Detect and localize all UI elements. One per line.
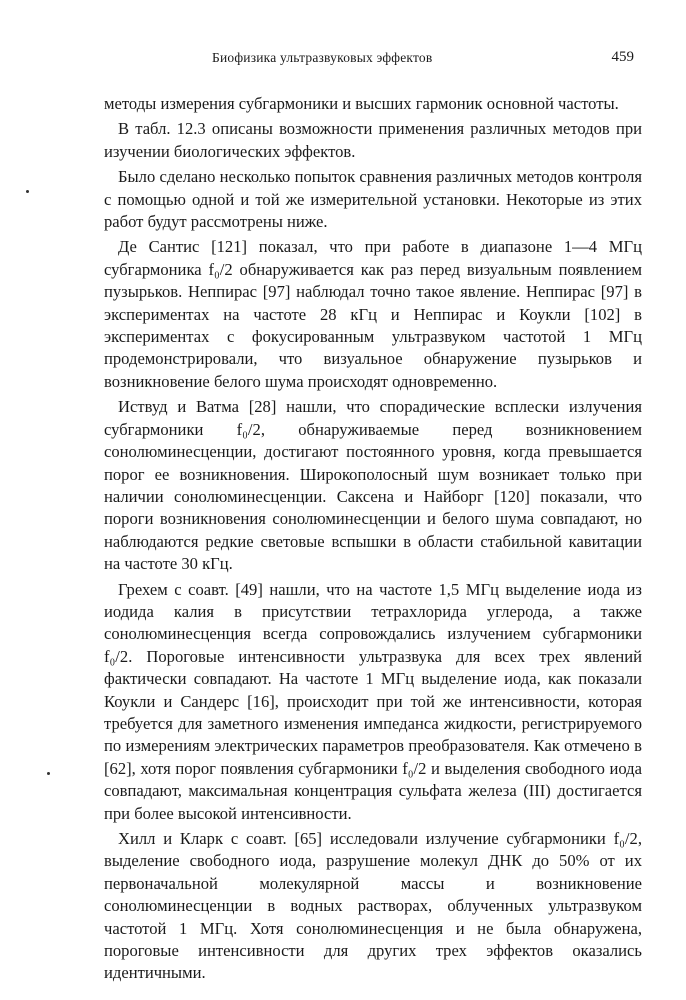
paragraph-1: методы измерения субгармоники и высших гармоник основной частоты.	[104, 94, 619, 113]
paragraph-4: Де Сантис [121] показал, что при работе в диапазоне 1—4 МГц субгармоника f₀/2 обнаруживается как раз перед визуальным появлением пузырьков. Неппирас [97] наблюдал точно такое явление. Неппирас [97] в экспериментах на частоте 28 кГц и Неппирас и Коукли [102] в экспериментах с фокусированным ультразвуком частотой 1 МГц продемонстрировали, что визуальное обнаружение пузырьков и возникновение белого шума происходят одновременно.	[104, 237, 642, 391]
scan-speck	[26, 190, 29, 193]
scan-speck	[47, 772, 50, 775]
page-number: 459	[611, 49, 634, 65]
paragraph-7: Хилл и Кларк с соавт. [65] исследовали излучение субгармоники f₀/2, выделение свободного иода, разрушение молекул ДНК до 50% от их первоначальной молекулярной массы и возникновение сонолюминесценции в водных растворах, облученных ультразвуком частотой 1 МГц. Хотя сонолюминесценция и не была обнаружена, пороговые интенсивности для других трех эффектов оказались идентичными.	[104, 829, 642, 983]
paragraph-6: Грехем с соавт. [49] нашли, что на частоте 1,5 МГц выделение иода из иодида калия в присутствии тетрахлорида углерода, а также сонолюминесценция всегда сопровождались излучением субгармоники f₀/2. Пороговые интенсивности ультразвука для всех трех явлений фактически совпадают. На частоте 1 МГц выделение иода, как показали Коукли и Сандерс [16], происходит при той же интенсивности, которая требуется для заметного изменения импеданса жидкости, регистрируемого по измерениям электрических параметров преобразователя. Как отмечено в [62], хотя порог появления субгармоники f₀/2 и выделения свободного иода совпадают, максимальная концентрация сульфата железа (III) достигается при более высокой интенсивности.	[104, 579, 642, 823]
paragraph-5: Иствуд и Ватма [28] нашли, что спорадические всплески излучения субгармоники f₀/2, обнаруживаемые перед возникновением сонолюминесценции, достигают постоянного уровня, когда превышается порог ее возникновения. Широкополосный шум возникает только при наличии сонолюминесценции. Саксена и Найборг [120] показали, что пороги возникновения сонолюминесценции и белого шума совпадают, но наблюдаются редкие световые вспышки в области стабильной кавитации на частоте 30 кГц.	[104, 397, 642, 574]
main-text	[104, 93, 642, 988]
running-head: Биофизика ультразвуковых эффектов	[212, 50, 433, 65]
paragraph-3: Было сделано несколько попыток сравнения различных методов контроля с помощью одной и той же измерительной установки. Некоторые из этих работ будут рассмотрены ниже.	[104, 167, 642, 232]
paragraph-2: В табл. 12.3 описаны возможности применения различных методов при изучении биологических эффектов.	[104, 119, 642, 161]
